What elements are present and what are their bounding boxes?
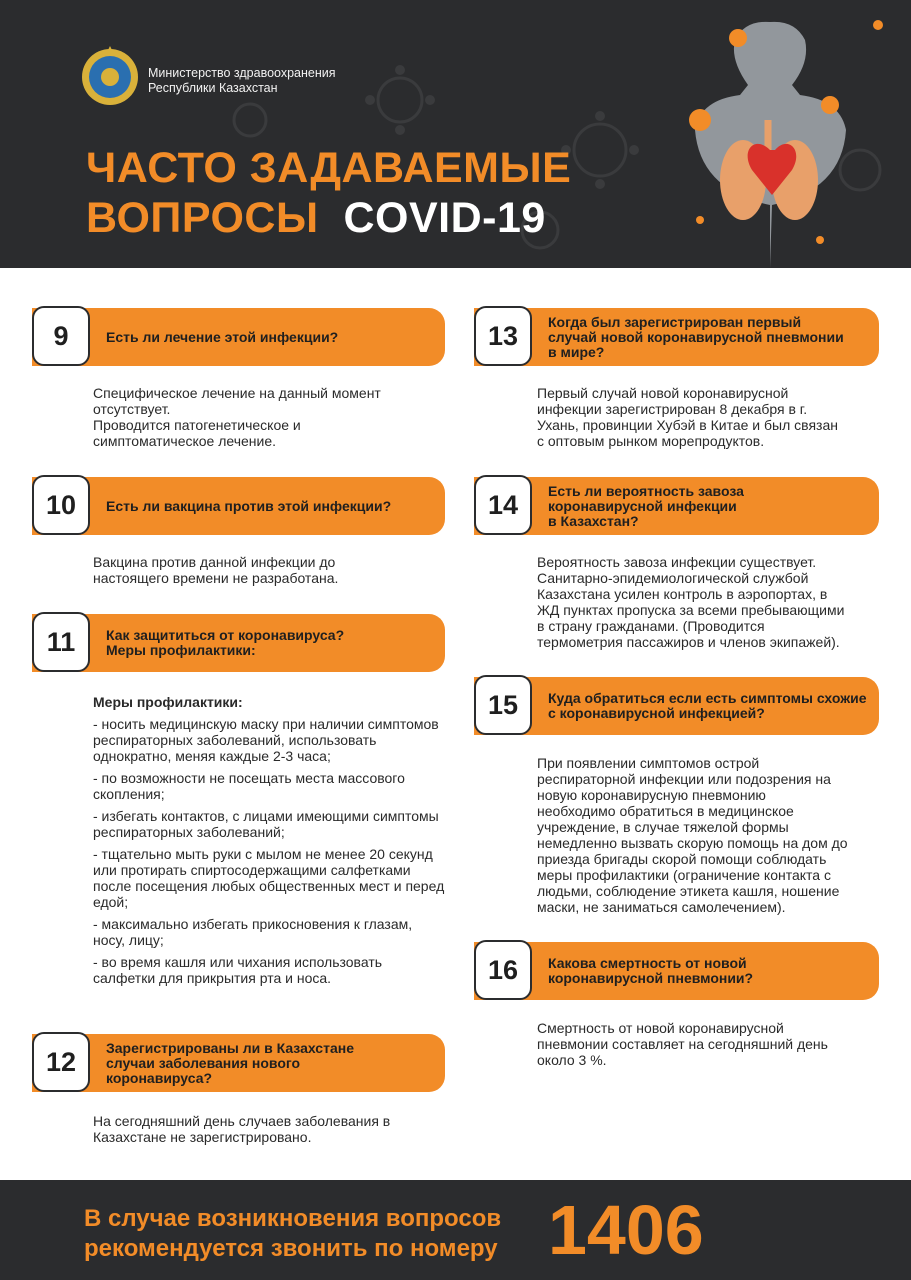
answer-line: необходимо обратиться в медицинское <box>537 803 794 819</box>
faq-answer-13 <box>537 385 838 449</box>
title-line-1: ЧАСТО ЗАДАВАЕМЫЕ <box>86 144 572 192</box>
faq-number: 16 <box>474 940 532 1000</box>
faq-question: Как защититься от коронавируса? Меры профилактики: <box>106 627 345 658</box>
footer-message <box>84 1204 501 1264</box>
faq-number: 11 <box>32 612 90 672</box>
faq-answer-15 <box>537 755 848 915</box>
faq-number: 10 <box>32 475 90 535</box>
answer-line: Вероятность завоза инфекции существует. <box>537 554 817 570</box>
faq-number: 9 <box>32 306 90 366</box>
answer-line: отсутствует. <box>93 401 171 417</box>
answer-line: Специфическое лечение на данный момент <box>93 385 381 401</box>
faq-card-14 <box>474 477 879 535</box>
faq-answer-9 <box>93 385 381 449</box>
answer-line: настоящего времени не разработана. <box>93 570 339 586</box>
prevention-item: - носить медицинскую маску при наличии симптомов респираторных заболеваний, использовать однократно, меняя каждые 2-3 часа; <box>93 716 439 764</box>
answer-line: инфекции зарегистрирован 8 декабря в г. <box>537 401 808 417</box>
answer-line: с оптовым рынком морепродуктов. <box>537 433 765 449</box>
faq-answer-12 <box>93 1113 390 1145</box>
answer-line: маски, не заниматься самолечением). <box>537 899 786 915</box>
faq-answer-10 <box>93 554 338 586</box>
answer-line: Казахстана усилен контроль в аэропортах, в <box>537 586 828 602</box>
faq-question: Есть ли лечение этой инфекции? <box>106 328 339 345</box>
prevention-item: - во время кашля или чихания использовать салфетки для прикрытия рта и носа. <box>93 954 383 986</box>
answer-line: меры профилактики (ограничение контакта с <box>537 867 831 883</box>
faq-number: 14 <box>474 475 532 535</box>
answer-line: немедленно вызвать скорую помощь на дом до <box>537 835 848 851</box>
faq-card-10 <box>32 477 445 535</box>
answer-line: пневмонии составляет на сегодняшний день <box>537 1036 828 1052</box>
prevention-item: - максимально избегать прикосновения к глазам, носу, лицу; <box>93 916 413 948</box>
answer-line: На сегодняшний день случаев заболевания в <box>93 1113 391 1129</box>
faq-question: Какова смертность от новой коронавирусной пневмонии? <box>548 955 754 986</box>
faq-number: 13 <box>474 306 532 366</box>
faq-card-16 <box>474 942 879 1000</box>
faq-number: 15 <box>474 675 532 735</box>
answer-line: Смертность от новой коронавирусной <box>537 1020 784 1036</box>
answer-line: При появлении симптомов острой <box>537 755 760 771</box>
ministry-line-1: Министерство здравоохранения <box>148 66 336 80</box>
answer-line: Первый случай новой коронавирусной <box>537 385 789 401</box>
page-title <box>86 143 571 243</box>
ministry-name <box>148 66 336 96</box>
answer-line: симптоматическое лечение. <box>93 433 277 449</box>
faq-card-9 <box>32 308 445 366</box>
answer-line: Вакцина против данной инфекции до <box>93 554 336 570</box>
faq-answer-14 <box>537 554 844 650</box>
answer-line: Проводится патогенетическое и <box>93 417 301 433</box>
faq-card-11 <box>32 614 445 672</box>
hotline-number: 1406 <box>548 1191 704 1269</box>
answer-line: Санитарно-эпидемиологической службой <box>537 570 809 586</box>
faq-answer-11 <box>93 694 445 992</box>
faq-question: Есть ли вакцина против этой инфекции? <box>106 497 392 514</box>
prevention-item: - избегать контактов, с лицами имеющими симптомы респираторных заболеваний; <box>93 808 439 840</box>
answer-line: в страну гражданами. (Проводится <box>537 618 765 634</box>
prevention-item: - тщательно мыть руки с мылом не менее 20 секунд или протирать спиртосодержащими салфетками после посещения любых общественных мест и перед едой; <box>93 846 445 910</box>
footer-line-2: рекомендуется звонить по номеру <box>84 1235 498 1262</box>
answer-subtitle: Меры профилактики: <box>93 694 243 710</box>
answer-line: людьми, соблюдение этикета кашля, ношение <box>537 883 840 899</box>
header-banner <box>0 0 911 268</box>
footer-line-1: В случае возникновения вопросов <box>84 1205 502 1232</box>
answer-line: новую коронавирусную пневмонию <box>537 787 766 803</box>
faq-number: 12 <box>32 1032 90 1092</box>
kazakhstan-emblem-icon <box>80 44 140 110</box>
answer-line: термометрия пассажиров и членов экипажей). <box>537 634 840 650</box>
faq-question: Зарегистрированы ли в Казахстане случаи заболевания нового коронавируса? <box>106 1039 354 1086</box>
answer-line: Казахстане не зарегистрировано. <box>93 1129 312 1145</box>
answer-line: Ухань, провинции Хубэй в Китае и был связан <box>537 417 838 433</box>
faq-question: Когда был зарегистрирован первый случай новой коронавирусной пневмонии в мире? <box>548 313 844 360</box>
footer-banner <box>0 1180 911 1280</box>
title-covid: COVID-19 <box>343 194 546 242</box>
answer-line: приезда бригады скорой помощи соблюдать <box>537 851 827 867</box>
answer-line: ЖД пунктах пропуска за всеми пребывающими <box>537 602 845 618</box>
answer-line: респираторной инфекции или подозрения на <box>537 771 831 787</box>
title-line-2: ВОПРОСЫ <box>86 194 319 242</box>
faq-answer-16 <box>537 1020 828 1068</box>
faq-question: Куда обратиться если есть симптомы схожие с коронавирусной инфекцией? <box>548 690 867 721</box>
faq-card-13 <box>474 308 879 366</box>
faq-question: Есть ли вероятность завоза коронавирусной инфекции в Казахстан? <box>548 482 744 529</box>
answer-line: около 3 %. <box>537 1052 607 1068</box>
faq-card-12 <box>32 1034 445 1092</box>
answer-line: учреждение, в случае тяжелой формы <box>537 819 789 835</box>
ministry-line-2: Республики Казахстан <box>148 81 278 95</box>
prevention-item: - по возможности не посещать места массового скопления; <box>93 770 405 802</box>
faq-card-15 <box>474 677 879 735</box>
